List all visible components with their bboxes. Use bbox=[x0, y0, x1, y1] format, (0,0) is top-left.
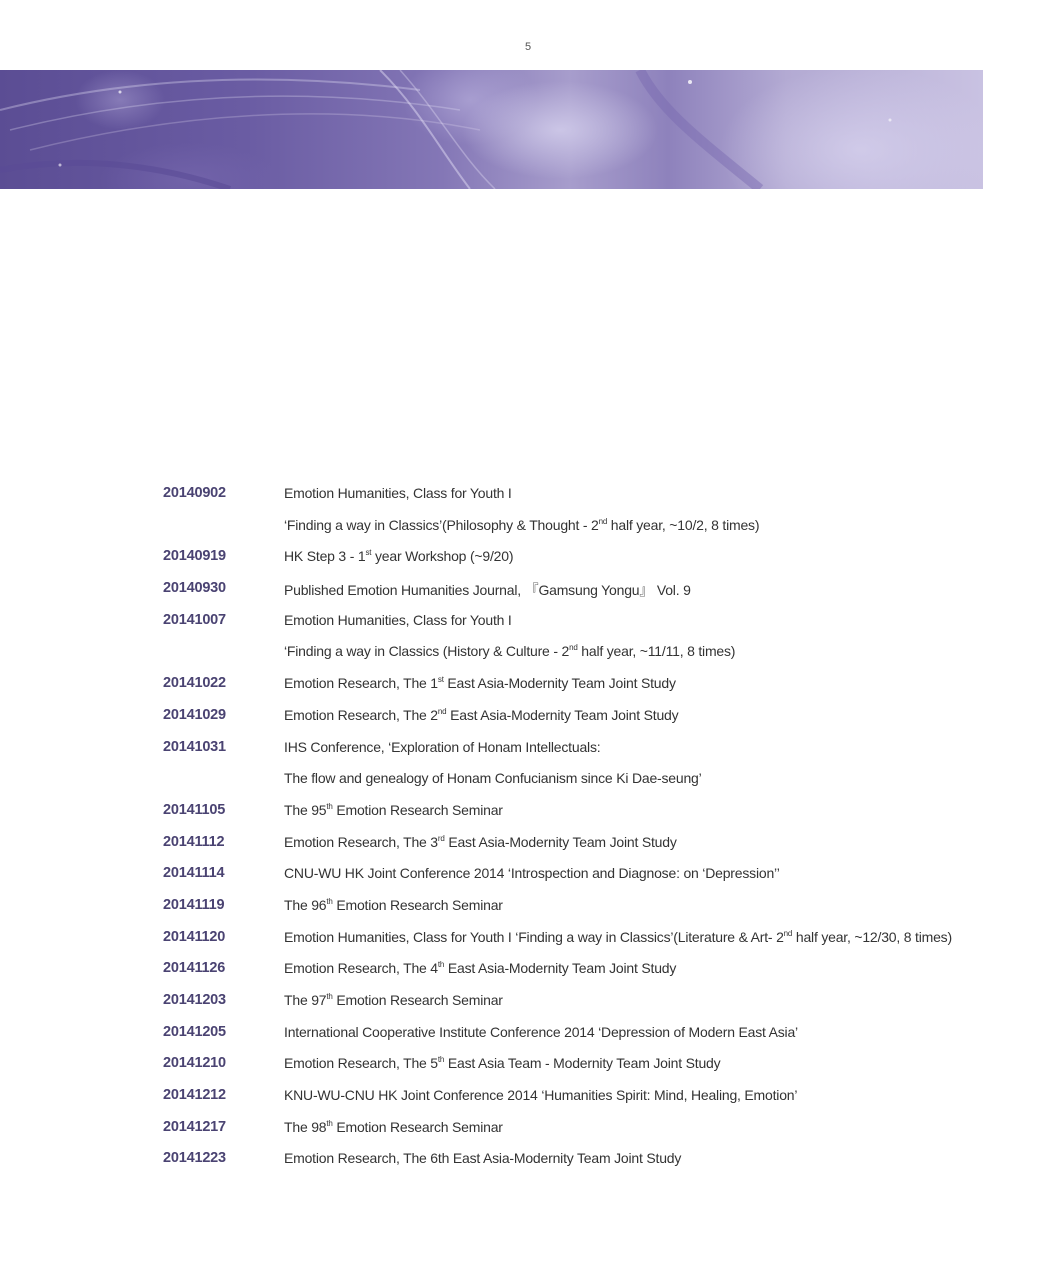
event-ordinal: nd bbox=[437, 706, 447, 716]
schedule-row bbox=[0, 512, 1039, 544]
schedule-date: 20141120 bbox=[163, 928, 226, 945]
event-ordinal: nd bbox=[783, 928, 793, 938]
event-text-rest: East Asia-Modernity Team Joint Study bbox=[443, 675, 676, 692]
event-text: The flow and genealogy of Honam Confucianism since Ki Dae-seung’ bbox=[284, 770, 702, 787]
event-text-rest: Emotion Research Seminar bbox=[332, 801, 503, 818]
event-text-rest: Emotion Research Seminar bbox=[332, 1118, 503, 1135]
schedule-row bbox=[0, 1050, 1039, 1082]
schedule-event bbox=[284, 675, 676, 691]
event-text: The 96 bbox=[284, 896, 327, 913]
schedule-event bbox=[284, 1150, 681, 1166]
schedule-row bbox=[0, 480, 1039, 512]
schedule-date: 20140930 bbox=[163, 580, 226, 597]
schedule-row bbox=[0, 670, 1039, 702]
event-text: CNU-WU HK Joint Conference 2014 ‘Introspection and Diagnose: on ‘Depression’’ bbox=[284, 865, 780, 882]
event-text-rest: half year, ~12/30, 8 times) bbox=[792, 928, 952, 945]
event-text-rest: East Asia Team - Modernity Team Joint Study bbox=[444, 1055, 721, 1072]
event-text-rest: Emotion Research Seminar bbox=[332, 992, 503, 1008]
schedule-date: 20141223 bbox=[163, 1150, 226, 1167]
schedule-row bbox=[0, 860, 1039, 892]
event-ordinal: st bbox=[365, 548, 372, 558]
event-text-rest: East Asia-Modernity Team Joint Study bbox=[444, 960, 677, 977]
event-ordinal: rd bbox=[437, 833, 445, 843]
schedule-date: 20141007 bbox=[163, 611, 226, 628]
event-text-rest: half year, ~10/2, 8 times) bbox=[607, 516, 760, 533]
event-text-rest: half year, ~11/11, 8 times) bbox=[577, 643, 736, 660]
page-number: 5 bbox=[524, 41, 532, 53]
event-text: Emotion Research, The 4 bbox=[284, 960, 438, 977]
event-text: The 98 bbox=[284, 1118, 327, 1135]
event-text: Emotion Humanities, Class for Youth I bbox=[284, 485, 512, 501]
event-text: Emotion Research, The 1 bbox=[284, 675, 438, 692]
event-ordinal: nd bbox=[598, 516, 608, 526]
event-ordinal: st bbox=[437, 675, 444, 685]
schedule-event bbox=[284, 517, 759, 533]
event-text: Emotion Humanities, Class for Youth I ‘Finding a way in Classics’(Literature & Art- 2 bbox=[284, 928, 784, 945]
schedule-date: 20141126 bbox=[163, 960, 226, 977]
event-text: The 95 bbox=[284, 801, 327, 818]
schedule-event bbox=[284, 580, 691, 600]
event-text: IHS Conference, ‘Exploration of Honam Intellectuals: bbox=[284, 738, 601, 755]
schedule-row bbox=[0, 1114, 1039, 1146]
schedule-row bbox=[0, 797, 1039, 829]
event-text: Published Emotion Humanities Journal, 『Gamsung Yongu』 Vol. 9 bbox=[284, 582, 691, 599]
event-ordinal: th bbox=[326, 992, 333, 1001]
schedule-event bbox=[284, 834, 677, 850]
schedule-row bbox=[0, 955, 1039, 987]
header-banner-image bbox=[0, 70, 983, 189]
schedule-event bbox=[284, 929, 952, 945]
schedule-event bbox=[284, 1055, 720, 1071]
event-text: The 97 bbox=[284, 992, 327, 1008]
schedule-row bbox=[0, 702, 1039, 734]
schedule-date: 20141210 bbox=[163, 1055, 226, 1072]
event-text: Emotion Research, The 3 bbox=[284, 833, 438, 850]
event-text: ‘Finding a way in Classics (History & Culture - 2 bbox=[284, 643, 570, 660]
event-text: Emotion Research, The 5 bbox=[284, 1055, 438, 1072]
schedule-row bbox=[0, 892, 1039, 924]
event-ordinal: nd bbox=[569, 643, 578, 653]
schedule-row bbox=[0, 607, 1039, 639]
event-text-rest: East Asia-Modernity Team Joint Study bbox=[444, 833, 677, 850]
event-text: Emotion Humanities, Class for Youth I bbox=[284, 611, 512, 628]
schedule-date: 20140902 bbox=[163, 485, 226, 501]
schedule-date: 20140919 bbox=[163, 548, 226, 565]
schedule-event bbox=[284, 739, 600, 755]
schedule-event bbox=[284, 770, 702, 786]
schedule-event bbox=[284, 485, 512, 501]
schedule-row bbox=[0, 765, 1039, 797]
schedule-row bbox=[0, 1019, 1039, 1051]
schedule-row bbox=[0, 987, 1039, 1019]
event-text: Emotion Research, The 2 bbox=[284, 706, 438, 723]
schedule-event bbox=[284, 1087, 797, 1103]
schedule-date: 20141203 bbox=[163, 992, 226, 1008]
schedule-date: 20141119 bbox=[163, 896, 225, 913]
event-ordinal: th bbox=[326, 801, 333, 811]
schedule-event bbox=[284, 802, 503, 818]
event-text: HK Step 3 - 1 bbox=[284, 548, 366, 565]
event-ordinal: th bbox=[437, 1055, 445, 1065]
schedule-event bbox=[284, 1024, 798, 1040]
schedule-list bbox=[0, 480, 1039, 1177]
schedule-row bbox=[0, 543, 1039, 575]
schedule-row bbox=[0, 638, 1039, 670]
schedule-date: 20141031 bbox=[163, 738, 226, 755]
event-text: KNU-WU-CNU HK Joint Conference 2014 ‘Humanities Spirit: Mind, Healing, Emotion’ bbox=[284, 1087, 798, 1104]
schedule-date: 20141112 bbox=[163, 833, 225, 850]
schedule-event bbox=[284, 865, 780, 881]
schedule-row bbox=[0, 734, 1039, 766]
event-text: International Cooperative Institute Conference 2014 ‘Depression of Modern East Asia’ bbox=[284, 1023, 798, 1040]
event-text-rest: East Asia-Modernity Team Joint Study bbox=[446, 706, 679, 723]
schedule-event bbox=[284, 548, 513, 564]
schedule-row bbox=[0, 575, 1039, 607]
event-text-rest: year Workshop (~9/20) bbox=[371, 548, 514, 565]
event-ordinal: th bbox=[326, 896, 333, 906]
schedule-date: 20141217 bbox=[163, 1118, 226, 1135]
event-ordinal: th bbox=[326, 1118, 333, 1128]
schedule-date: 20141205 bbox=[163, 1023, 226, 1040]
schedule-row bbox=[0, 1082, 1039, 1114]
banner-texture bbox=[0, 70, 983, 189]
schedule-row bbox=[0, 924, 1039, 956]
schedule-event bbox=[284, 612, 512, 628]
schedule-date: 20141029 bbox=[163, 706, 226, 723]
event-text: ‘Finding a way in Classics’(Philosophy & Thought - 2 bbox=[284, 516, 599, 533]
schedule-event bbox=[284, 960, 676, 976]
schedule-date: 20141022 bbox=[163, 675, 226, 692]
schedule-date: 20141105 bbox=[163, 801, 226, 818]
schedule-event bbox=[284, 643, 735, 659]
schedule-row bbox=[0, 1145, 1039, 1177]
schedule-date: 20141212 bbox=[163, 1087, 226, 1104]
schedule-date: 20141114 bbox=[163, 865, 225, 882]
schedule-event bbox=[284, 707, 678, 723]
schedule-event bbox=[284, 897, 503, 913]
schedule-event bbox=[284, 1119, 503, 1135]
schedule-event bbox=[284, 992, 503, 1008]
schedule-row bbox=[0, 829, 1039, 861]
event-text: Emotion Research, The 6th East Asia-Modernity Team Joint Study bbox=[284, 1150, 682, 1167]
event-ordinal: th bbox=[437, 960, 445, 970]
event-text-rest: Emotion Research Seminar bbox=[332, 896, 503, 913]
